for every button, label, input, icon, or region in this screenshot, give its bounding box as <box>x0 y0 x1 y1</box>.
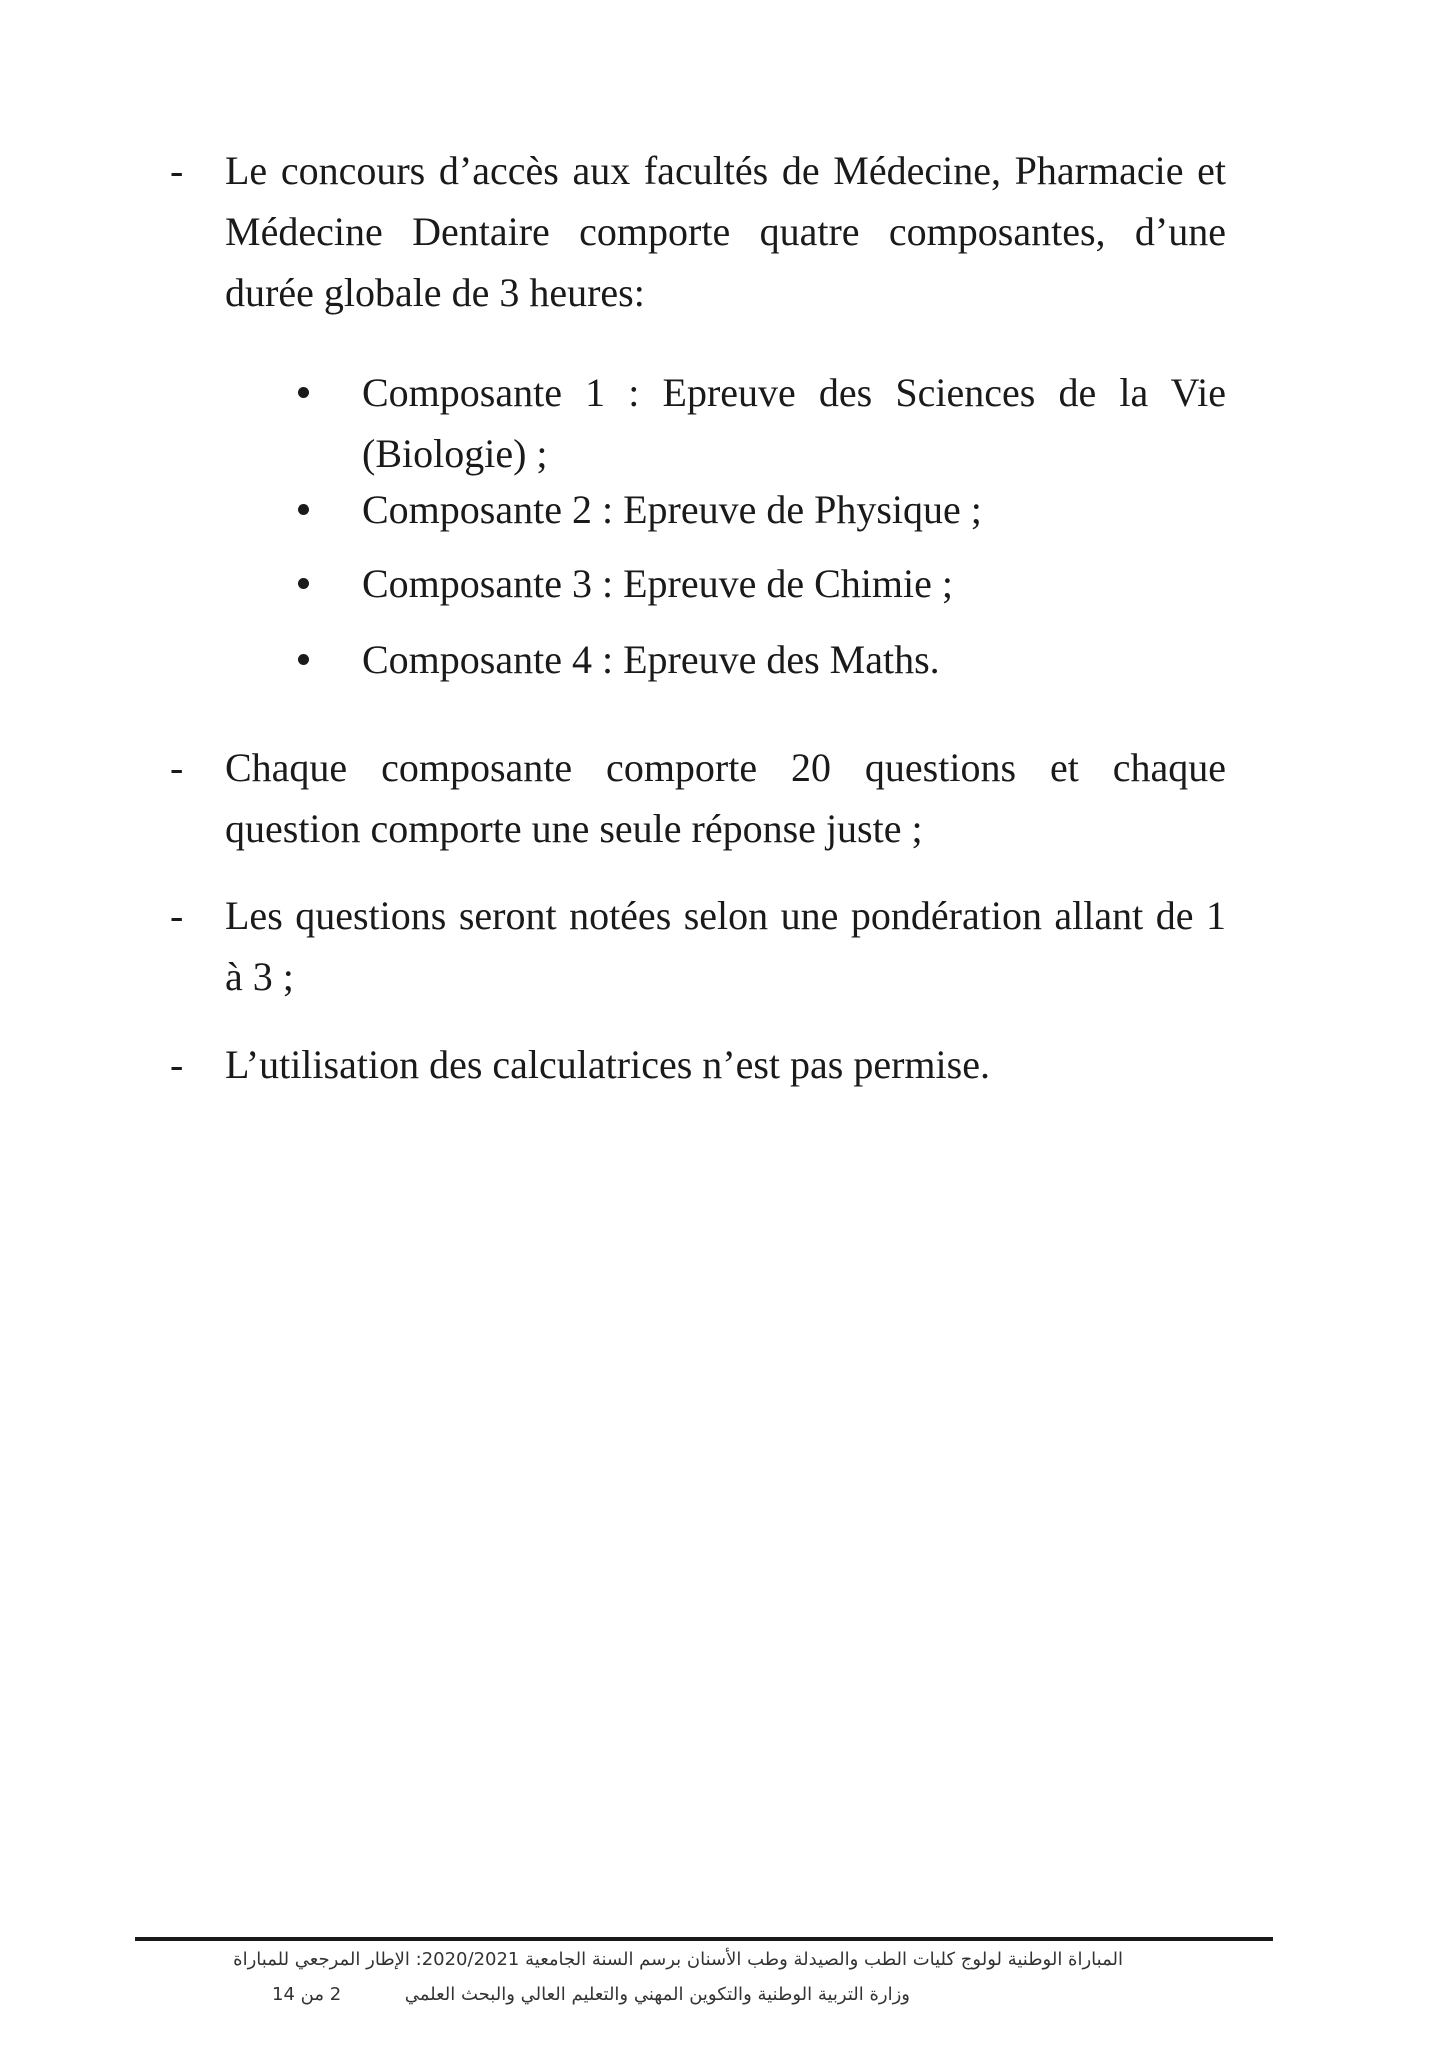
bullet-icon <box>298 578 309 589</box>
component-item <box>290 553 1226 614</box>
bullet-icon <box>298 654 309 665</box>
dash-marker: - <box>170 893 184 938</box>
component-text: Composante 1 : Epreuve des Sciences de la Vie (Biologie) ; <box>362 370 1226 476</box>
dash-marker: - <box>170 148 184 193</box>
bullet-icon <box>298 504 309 515</box>
footer-divider <box>135 1937 1273 1941</box>
component-text: Composante 3 : Epreuve de Chimie ; <box>362 561 953 606</box>
bullet-icon <box>298 387 309 398</box>
item-text: L’utilisation des calculatrices n’est pas permise. <box>225 1042 990 1087</box>
item-text: Le concours d’accès aux facultés de Médecine, Pharmacie et Médecine Dentaire comporte quatre composantes, d’une durée globale de 3 heures: <box>225 148 1226 315</box>
dash-marker: - <box>170 1042 184 1087</box>
list-item <box>170 140 1226 323</box>
dash-marker: - <box>170 745 184 790</box>
component-item <box>290 479 1226 540</box>
page-number: 2 من 14 <box>272 1984 342 2005</box>
list-item <box>170 885 1226 1007</box>
list-item <box>170 1034 1226 1095</box>
list-item <box>170 737 1226 859</box>
footer-title: المباراة الوطنية لولوج كليات الطب والصيدلة وطب الأسنان برسم السنة الجامعية 2020/2021: الإطار المرجعي للمباراة <box>233 1949 1123 1970</box>
footer-ministry: وزارة التربية الوطنية والتكوين المهني والتعليم العالي والبحث العلمي <box>404 1984 910 2005</box>
component-item <box>290 362 1226 484</box>
component-text: Composante 2 : Epreuve de Physique ; <box>362 487 982 532</box>
item-text: Les questions seront notées selon une pondération allant de 1 à 3 ; <box>225 893 1226 999</box>
component-text: Composante 4 : Epreuve des Maths. <box>362 637 940 682</box>
item-text: Chaque composante comporte 20 questions et chaque question comporte une seule réponse juste ; <box>225 745 1226 851</box>
component-item <box>290 629 1226 690</box>
